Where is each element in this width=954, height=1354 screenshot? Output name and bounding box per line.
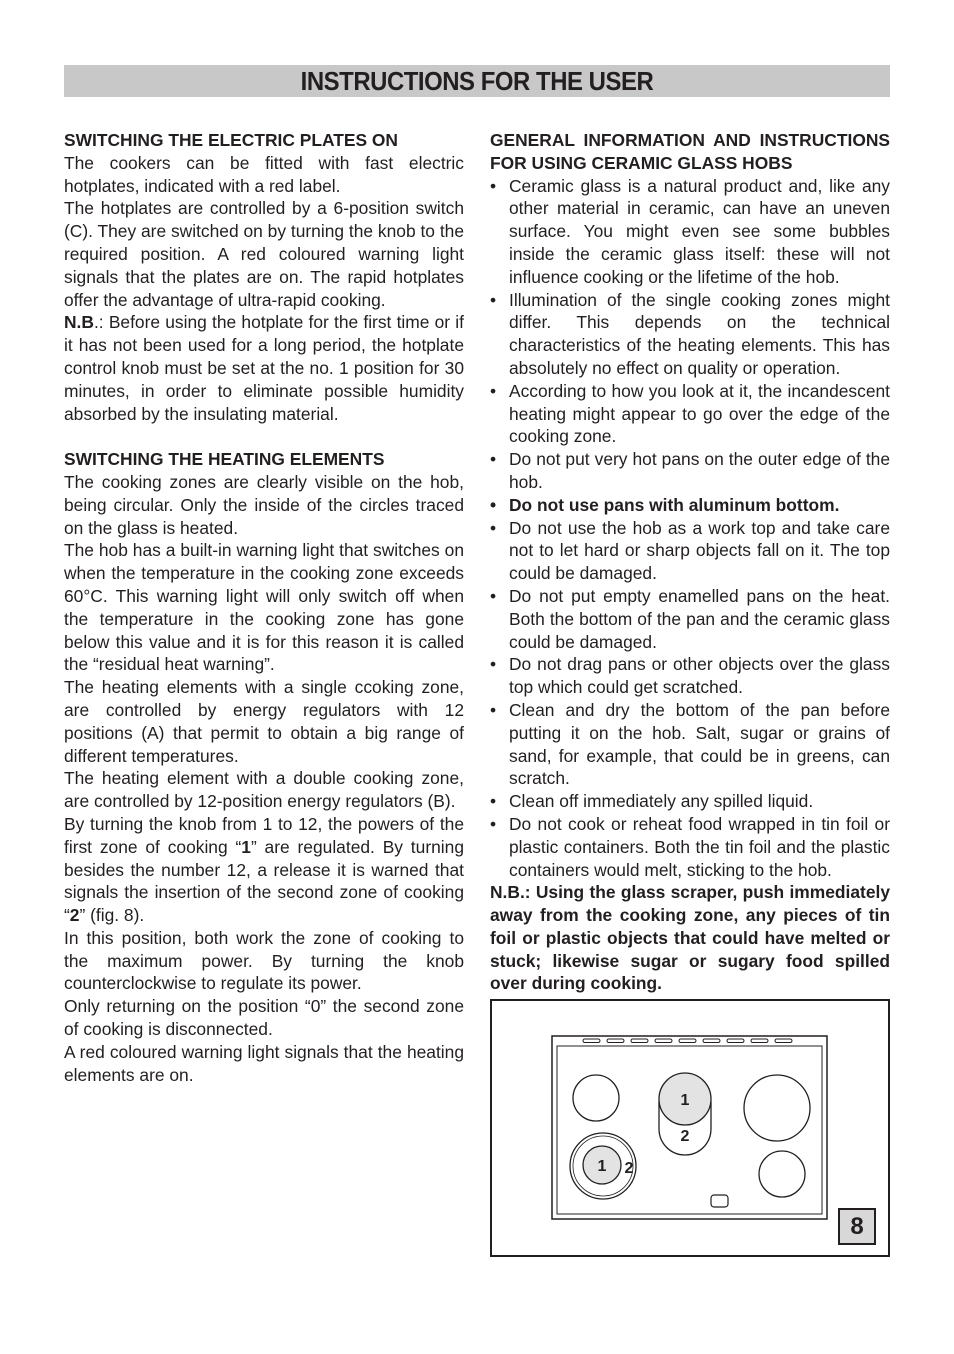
list-item: • Do not use the hob as a work top and take care not to let hard or sharp objects fall on it. The top could be damaged. [490, 517, 890, 585]
list-item: • Illumination of the single cooking zones might differ. This depends on the technical characteristics of the heating elements. This has absolutely no effect on quality or operation. [490, 289, 890, 380]
list-item-warning: • Do not use pans with aluminum bottom. [490, 494, 890, 517]
nb-label: N.B [64, 312, 94, 333]
cooking-zone-small [759, 1151, 805, 1197]
spacer [64, 425, 464, 448]
title-bar [64, 65, 890, 97]
paragraph [64, 813, 464, 927]
list-item: • Do not put very hot pans on the outer edge of the hob. [490, 448, 890, 494]
warning-light-icon [711, 1195, 728, 1207]
cooking-zone-single [573, 1075, 619, 1121]
page-title: INSTRUCTIONS FOR THE USER [300, 66, 654, 96]
text-run: ” are regulated. By turning besides the number 12, a release it is warned that signals the insertion of the second zone of cooking “ [64, 836, 464, 926]
paragraph: The hob has a built-in warning light that switches on when the temperature in the cooking zone exceeds 60°C. This warning light will only switch off when the temperature in the cooking zone has gone below this value and it is for this reason it is called the “residual heat warning”. [64, 540, 464, 675]
instruction-list [490, 175, 890, 882]
right-column [490, 129, 890, 995]
list-item: • According to how you look at it, the incandescent heating might appear to go over the edge of the cooking zone. [490, 380, 890, 448]
text-run: ” (fig. 8). [79, 905, 145, 926]
list-item: • Ceramic glass is a natural product and, like any other material in ceramic, can have an uneven surface. You might even see some bubbles inside the ceramic glass itself: these will not influence cooking or the lifetime of the hob. [490, 175, 890, 289]
zone-number: 2 [69, 905, 80, 926]
list-item: • Do not put empty enamelled pans on the heat. Both the bottom of the pan and the ceramic glass could be damaged. [490, 585, 890, 653]
hob-outline [552, 1036, 827, 1219]
vent-slots [583, 1039, 792, 1043]
nb-text: .: Before using the hotplate for the first time or if it has not been used for a long period, the hotplate control knob must be set at the no. 1 position for 30 minutes, in order to eliminate possible humidity absorbed by the insulating material. [64, 312, 464, 424]
text-run: By turning the knob from 1 to 12, the powers of the first zone of cooking “ [64, 813, 464, 857]
oval-zone-label-1: 1 [680, 1092, 690, 1109]
figure-number: 8 [838, 1208, 876, 1245]
section-heading-heating-elements: SWITCHING THE HEATING ELEMENTS [64, 449, 385, 470]
nb-note: N.B.: Using the glass scraper, push immediately away from the cooking zone, any pieces of tin foil or plastic objects that could have melted or stuck; likewise sugar or sugary food spilled over during cooking. [490, 882, 890, 994]
nb-paragraph [64, 311, 464, 425]
hob-diagram [492, 1001, 888, 1255]
dual-zone-label-1: 1 [597, 1158, 607, 1175]
paragraph: The cooking zones are clearly visible on the hob, being circular. Only the inside of the circles traced on the glass is heated. [64, 471, 464, 538]
paragraph: The heating elements with a single ccoking zone, are controlled by energy regulators with 12 positions (A) that permit to obtain a big range of different temperatures. [64, 677, 464, 766]
paragraph: Only returning on the position “0” the second zone of cooking is disconnected. [64, 996, 464, 1040]
list-item: • Do not cook or reheat food wrapped in tin foil or plastic containers. Both the tin foil and the plastic containers would melt, sticking to the hob. [490, 813, 890, 881]
list-item: • Do not drag pans or other objects over the glass top which could get scratched. [490, 653, 890, 699]
paragraph: In this position, both work the zone of cooking to the maximum power. By turning the knob counterclockwise to regulate its power. [64, 927, 464, 994]
zone-number: 1 [241, 836, 251, 857]
paragraph: The heating element with a double cooking zone, are controlled by 12-position energy regulators (B). [64, 768, 464, 812]
paragraph: The cookers can be fitted with fast electric hotplates, indicated with a red label. [64, 152, 464, 196]
left-column [64, 129, 464, 1086]
cooking-zone-large [744, 1075, 810, 1141]
section-heading-ceramic-glass: GENERAL INFORMATION AND INSTRUCTIONS FOR USING CERAMIC GLASS HOBS [490, 130, 890, 173]
list-item: • Clean and dry the bottom of the pan before putting it on the hob. Salt, sugar or grains of sand, for example, that could be in greens, can scratch. [490, 699, 890, 790]
list-item: • Clean off immediately any spilled liquid. [490, 790, 890, 813]
hob-inner-outline [557, 1046, 822, 1214]
section-heading-electric-plates: SWITCHING THE ELECTRIC PLATES ON [64, 130, 398, 150]
paragraph: The hotplates are controlled by a 6-position switch (C). They are switched on by turning the knob to the required position. A red coloured warning light signals that the plates are on. The rapid hotplates offer the advantage of ultra-rapid cooking. [64, 198, 464, 310]
dual-zone-label-2: 2 [624, 1160, 634, 1177]
paragraph: A red coloured warning light signals that the heating elements are on. [64, 1041, 464, 1085]
oval-zone-label-2: 2 [680, 1128, 690, 1145]
hob-figure [490, 999, 890, 1257]
